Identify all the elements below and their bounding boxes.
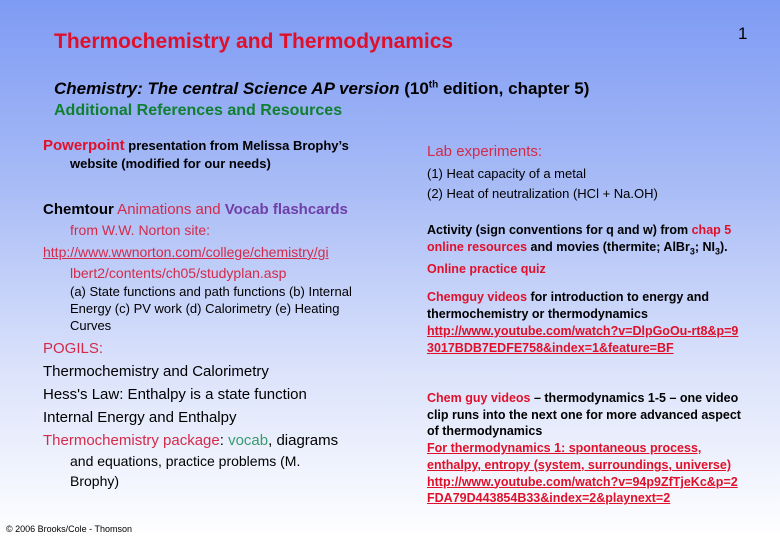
chemtour-item xyxy=(43,199,383,284)
lab-item: (1) Heat capacity of a metal xyxy=(427,166,586,181)
chemguy-url-2[interactable]: http://www.youtube.com/watch?v=94p9ZfTjeKc&p=2FDA79D443854B33&index=2&playnext=2 xyxy=(427,474,738,506)
powerpoint-text: presentation from Melissa Brophy’s xyxy=(124,138,349,153)
powerpoint-item xyxy=(43,137,383,173)
activity-item: Activity (sign conventions for q and w) from chap 5 online resources and movies (thermite; AlBr$_3$; $NI_3$). Online practice quiz xyxy=(427,223,732,276)
chemguy-item-1: Chemguy videos for introduction to energy and thermochemistry or thermodynamics http://www.youtube.com/watch?v=DlpGoOu-rt8&p=93017BDB7EDFE758&index=1&feature=BF xyxy=(427,290,739,355)
textbook-name: Chemistry: The central Science AP version xyxy=(54,79,400,98)
pogils-label: POGILS: xyxy=(43,340,104,357)
chemtour-label: Chemtour xyxy=(43,201,114,218)
powerpoint-link[interactable]: Powerpoint xyxy=(43,137,125,154)
chem-guy-videos-link[interactable]: Chem guy videos xyxy=(427,391,531,405)
section-heading: Additional References and Resources xyxy=(54,102,343,119)
copyright: © 2006 Brooks/Cole - Thomson xyxy=(6,524,133,534)
colon: : xyxy=(219,432,229,449)
package-text: , diagrams xyxy=(268,432,339,449)
lab-item: (2) Heat of neutralization (HCl + Na.OH) xyxy=(427,186,658,201)
thermochemistry-package-link[interactable]: Thermochemistry package xyxy=(43,432,220,449)
animations-link[interactable]: Animations and xyxy=(113,201,225,218)
slide-title: Thermochemistry and Thermodynamics xyxy=(54,30,454,53)
page-number: 1 xyxy=(738,24,748,43)
textbook-subtitle xyxy=(54,79,589,99)
chemguy-item-2: Chem guy videos – thermodynamics 1-5 – one video clip runs into the next one for more advanced aspect of thermodynamics For thermodynamics 1: spontaneous process, enthalpy, entropy (system, surroundings, universe) http://www.youtube.com/watch?v=94p9ZfTjeKc&p=2FDA79D443854B33&index=2&playnext=2 xyxy=(427,391,741,506)
norton-url-link[interactable]: http://www.wwnorton.com/college/chemistry/gi lbert2/contents/ch05/studyplan.asp xyxy=(43,244,329,281)
pogil-item[interactable]: Hess's Law: Enthalpy is a state function xyxy=(43,386,307,403)
pogil-item[interactable]: Thermochemistry and Calorimetry xyxy=(43,363,269,380)
edition-suffix: edition, chapter 5) xyxy=(438,79,590,98)
package-text-2: and equations, practice problems (M. Brophy) xyxy=(70,453,301,489)
powerpoint-text-2: website (modified for our needs) xyxy=(70,156,271,171)
chemtour-topics: (a) State functions and path functions (b) Internal Energy (c) PV work (d) Calorimetry (e) Heating Curves xyxy=(70,284,352,333)
vocab-link[interactable]: vocab xyxy=(228,432,269,449)
pogils-list xyxy=(43,337,383,491)
edition-prefix: (10 xyxy=(399,79,429,98)
vocab-flashcards-link[interactable]: Vocab flashcards xyxy=(224,201,348,218)
pogil-item[interactable]: Internal Energy and Enthalpy xyxy=(43,409,237,426)
online-quiz-link[interactable]: Online practice quiz xyxy=(427,261,546,276)
chap5-resources-link[interactable]: chap 5 online resources xyxy=(427,223,732,254)
thermodynamics-1-link[interactable]: For thermodynamics 1: spontaneous process, enthalpy, entropy (system, surroundings, universe) xyxy=(427,441,731,472)
lab-label: Lab experiments: xyxy=(427,143,543,160)
chemguy-url-1[interactable]: http://www.youtube.com/watch?v=DlpGoOu-rt8&p=93017BDB7EDFE758&index=1&feature=BF xyxy=(427,324,739,355)
norton-site-text: from W.W. Norton site: xyxy=(70,222,211,238)
lab-experiments xyxy=(427,142,757,204)
edition-sup: th xyxy=(428,79,439,91)
chemguy-videos-link[interactable]: Chemguy videos xyxy=(427,290,528,304)
